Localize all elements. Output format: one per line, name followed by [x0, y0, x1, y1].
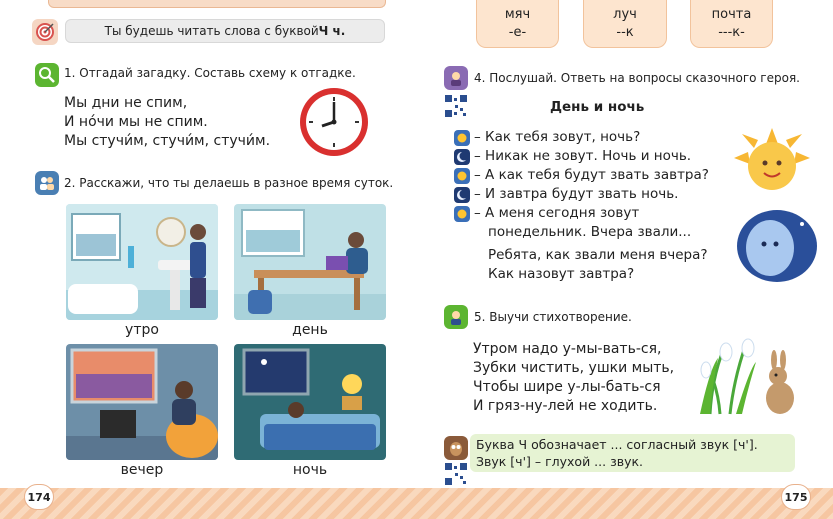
bottom-decor-strip	[0, 488, 833, 519]
rule-box	[470, 434, 795, 472]
word-card-myach	[476, 0, 559, 48]
lesson-goal	[65, 19, 385, 43]
owl-icon	[444, 436, 468, 460]
sun-icon	[454, 168, 470, 184]
dialog-line	[454, 204, 709, 223]
children-icon	[35, 171, 59, 195]
dialog-text: – А меня сегодня зовут	[474, 205, 640, 221]
dialog-continuation: понедельник. Вчера звали...	[488, 224, 692, 240]
dialog-text: – И завтра будут звать ночь.	[474, 186, 679, 202]
label-night: ночь	[292, 462, 328, 478]
listen-icon	[444, 66, 468, 90]
label-day: день	[292, 322, 328, 338]
goal-letter: Ч ч.	[318, 24, 346, 38]
picture-night	[234, 344, 386, 460]
dialog-line	[454, 147, 709, 166]
dialog-line	[454, 166, 709, 185]
word-scheme: ---к-	[718, 25, 745, 40]
task4-title: 4. Послушай. Ответь на вопросы сказочного героя.	[474, 71, 800, 85]
word-scheme: --к	[616, 25, 634, 40]
riddle-poem	[64, 94, 270, 151]
task2-title: 2. Расскажи, что ты делаешь в разное время суток.	[64, 176, 394, 190]
qr-code-icon	[444, 462, 468, 486]
memorize-icon	[444, 305, 468, 329]
dialog-line	[454, 128, 709, 147]
moon-icon	[454, 187, 470, 203]
picture-morning	[66, 204, 218, 320]
word: мяч	[504, 7, 531, 22]
sun-and-moon-illustration	[722, 126, 822, 286]
label-morning: утро	[125, 322, 159, 338]
dialog	[454, 128, 709, 242]
dialog-text: – Как тебя зовут, ночь?	[474, 129, 641, 145]
sun-icon	[454, 130, 470, 146]
clock-image	[298, 86, 370, 158]
dialog-line	[454, 185, 709, 204]
moon-icon	[454, 149, 470, 165]
word: луч	[613, 7, 637, 22]
rule-line: Звук [ч'] – глухой ... звук.	[476, 454, 643, 469]
task5-title: 5. Выучи стихотворение.	[474, 310, 632, 324]
poem-line: Зубки чистить, ушки мыть,	[473, 360, 675, 376]
top-decor-band	[48, 0, 386, 8]
word-scheme: -е-	[508, 25, 527, 40]
sun-icon	[454, 206, 470, 222]
dialog-text: – А как тебя будут звать завтра?	[474, 167, 709, 183]
dialog-text: – Никак не зовут. Ночь и ночь.	[474, 148, 692, 164]
page-number-left: 174	[24, 484, 54, 510]
magnifier-icon	[35, 63, 59, 87]
word-card-pochta	[690, 0, 773, 48]
learn-poem	[473, 340, 674, 416]
word: почта	[711, 7, 752, 22]
question-1: Ребята, как звали меня вчера?	[488, 247, 708, 263]
story-title: День и ночь	[550, 99, 645, 115]
riddle-line: Мы дни не спим,	[64, 95, 188, 111]
qr-code-icon	[444, 94, 468, 118]
page-number-right: 175	[781, 484, 811, 510]
riddle-line: И но́чи мы не спим.	[64, 114, 208, 130]
poem-line: Чтобы шире у-лы-бать-ся	[473, 379, 661, 395]
riddle-line: Мы стучи́м, стучи́м, стучи́м.	[64, 133, 271, 149]
picture-evening	[66, 344, 218, 460]
question-2: Как назовут завтра?	[488, 266, 635, 282]
poem-line: И гряз-ну-лей не ходить.	[473, 398, 658, 414]
target-icon	[32, 19, 58, 45]
goal-text: Ты будешь читать слова с буквой	[104, 24, 319, 38]
poem-line: Утром надо у-мы-вать-ся,	[473, 341, 662, 357]
task1-title: 1. Отгадай загадку. Составь схему к отгадке.	[64, 66, 356, 80]
label-evening: вечер	[120, 462, 164, 478]
picture-day	[234, 204, 386, 320]
word-card-luch	[583, 0, 667, 48]
rule-line: Буква Ч обозначает ... согласный звук [ч'].	[476, 437, 758, 452]
snowdrops-rabbit-illustration	[690, 328, 800, 416]
